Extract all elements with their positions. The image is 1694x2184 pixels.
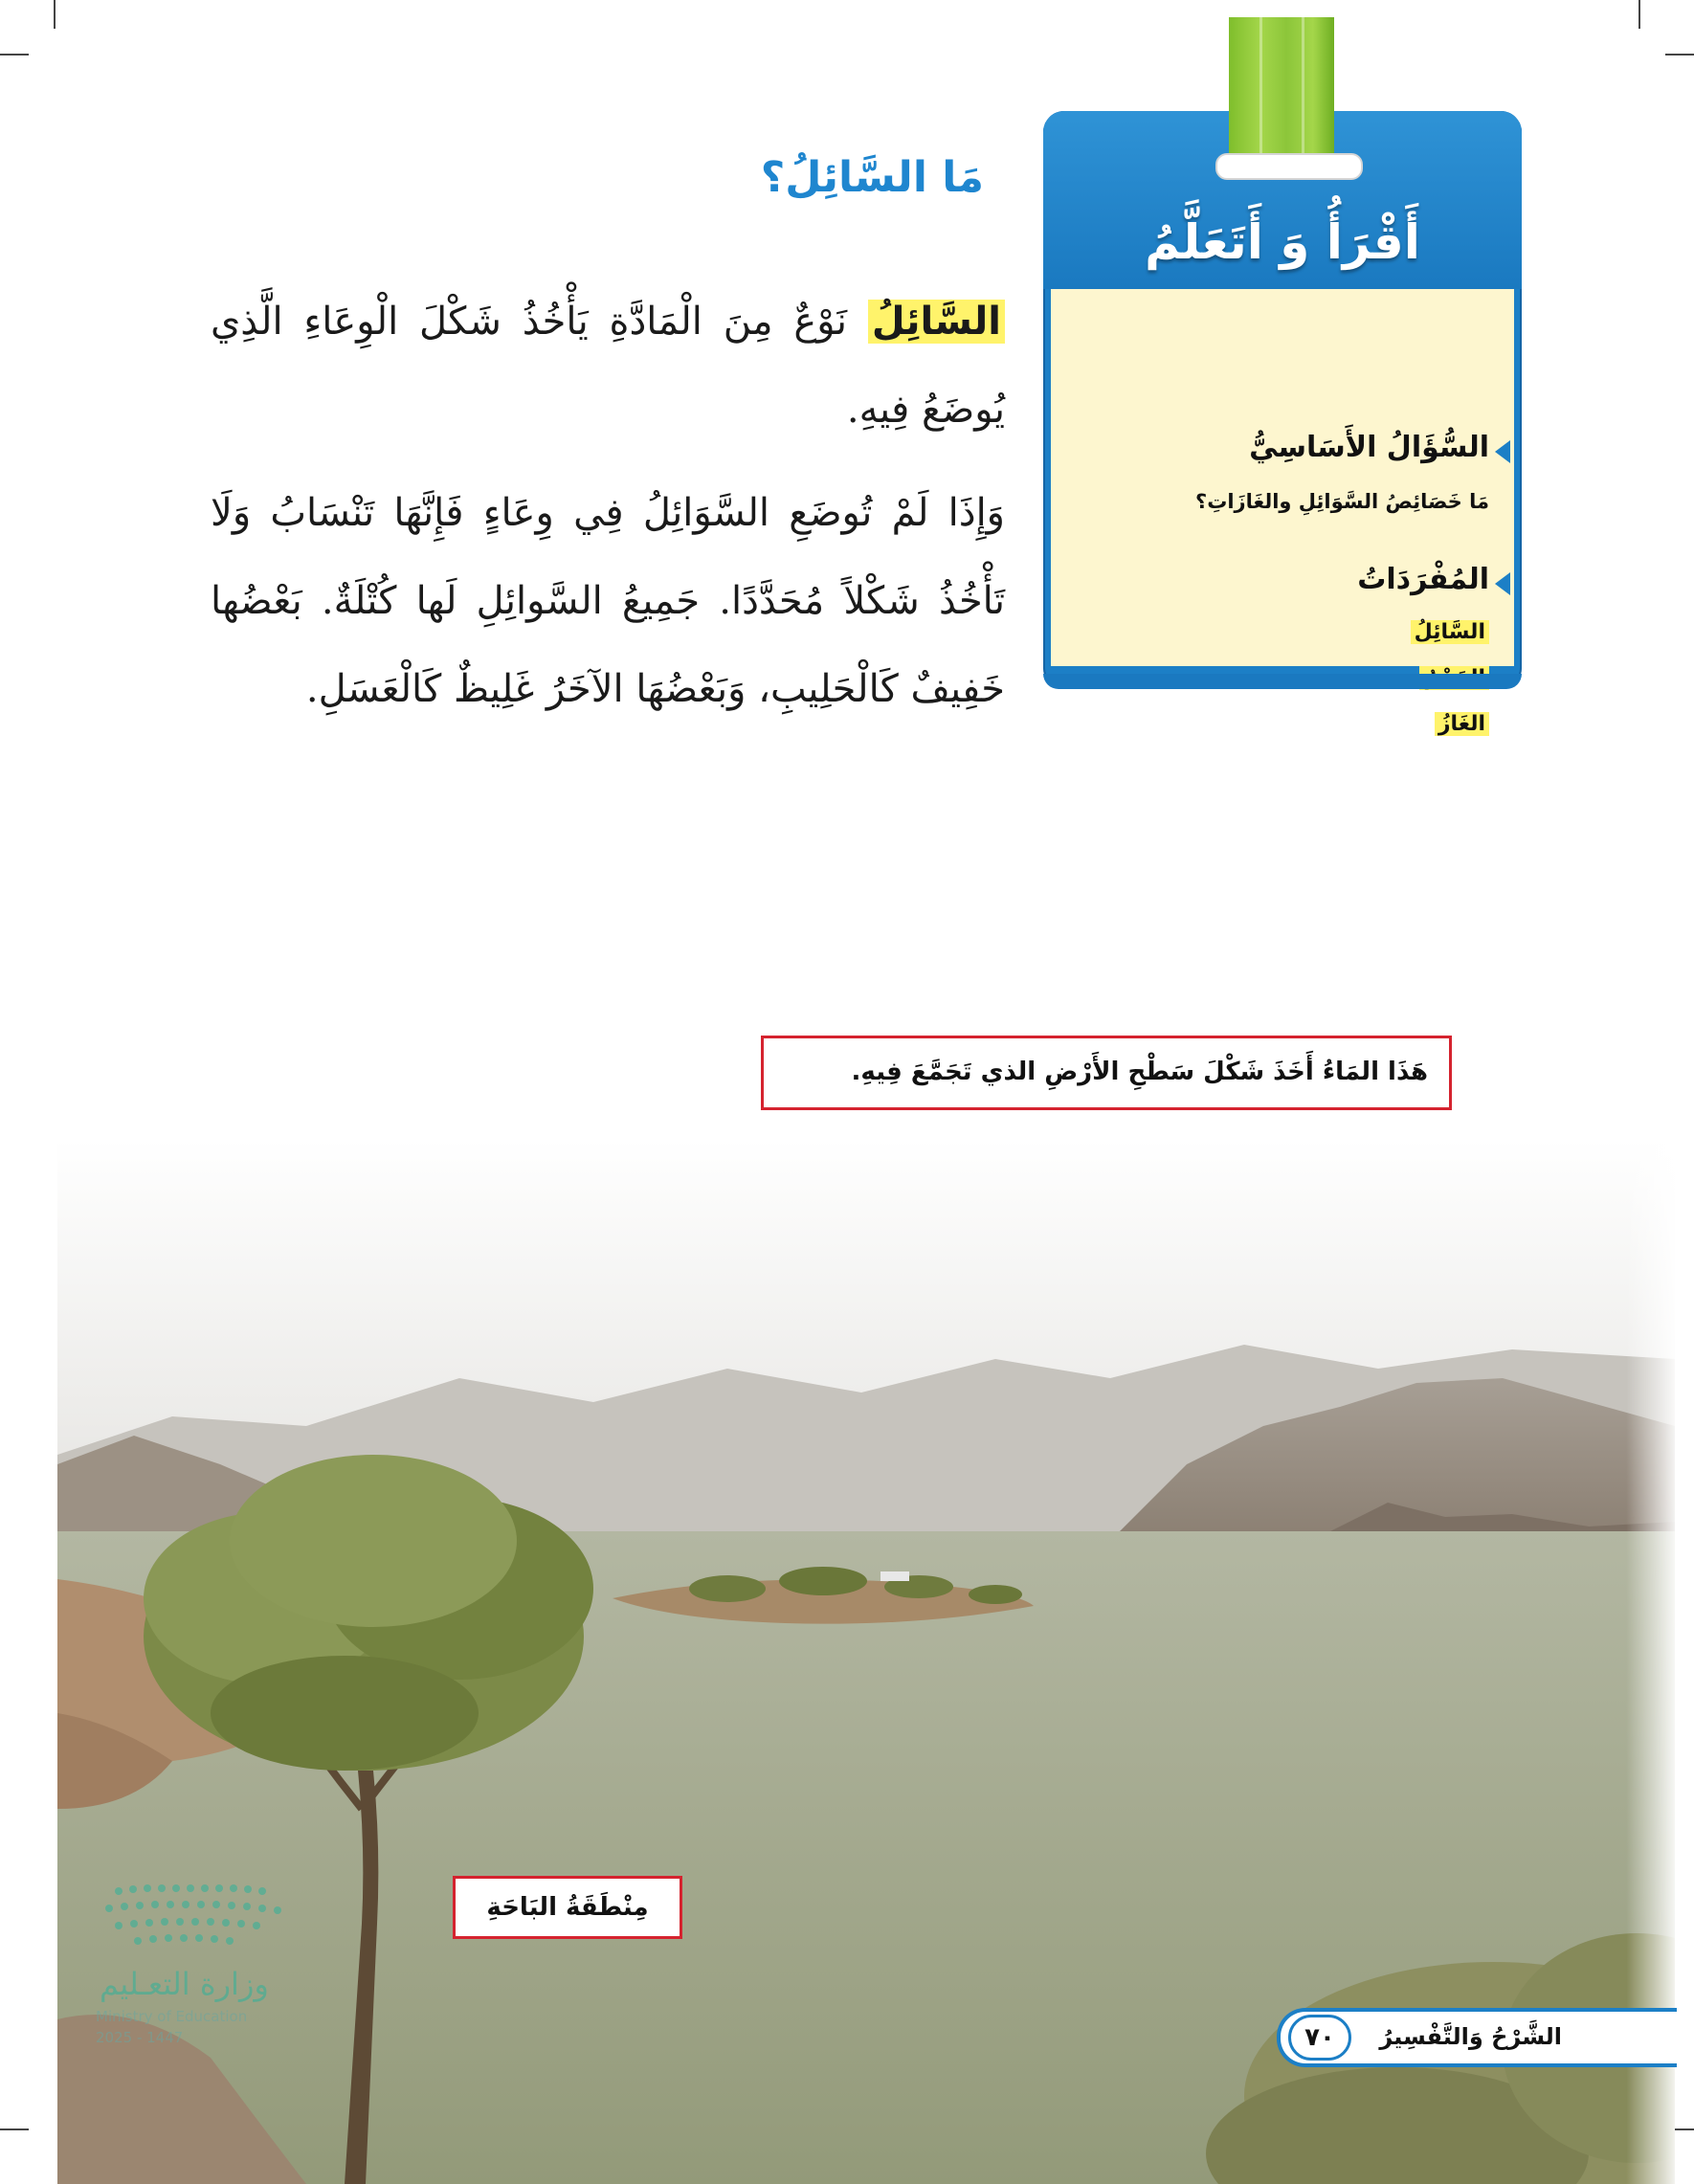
vocabulary-heading-text: المُفْرَدَاتُ	[1357, 563, 1489, 596]
crop-mark	[1638, 0, 1640, 29]
essential-question-heading	[1249, 431, 1489, 464]
watermark-subtext: Ministry of Education	[96, 2008, 248, 2025]
watermark-text: وزارة التعـليم	[100, 1966, 269, 2002]
ministry-watermark	[61, 1872, 310, 2054]
place-label: مِنْطَقَةُ البَاحَةِ	[453, 1876, 682, 1939]
crop-mark	[0, 2128, 29, 2130]
vocabulary-heading	[1357, 563, 1489, 596]
vocabulary-item: الغَازُ	[1435, 712, 1489, 736]
paragraph-properties: وَإِذَا لَمْ تُوضَعِ السَّوَائِلُ فِي وِعَاءٍ فَإِنَّهَا تَنْسَابُ وَلَا تَأْخُذُ شَكْلاً مُحَدَّدًا. جَمِيعُ السَّوائِلِ لَها كُتْلَةٌ. بَعْضُها خَفِيفٌ كَالْحَلِيبِ، وَبَعْضُهَا الآخَرُ غَلِيظٌ كَالْعَسَلِ.	[211, 491, 1005, 711]
footer-label: الشَّرْحُ وَالتَّفْسِيرُ	[1379, 2023, 1562, 2050]
footer-tab	[1277, 2008, 1677, 2067]
highlighted-term: السَّائِلُ	[868, 300, 1005, 344]
triangle-bullet-icon	[1495, 572, 1510, 595]
read-learn-body	[1051, 289, 1514, 736]
paragraph-definition	[211, 278, 1005, 454]
page-number: ٧٠	[1288, 2015, 1351, 2061]
crop-mark	[1665, 54, 1694, 56]
section-heading: مَا السَّائِلُ؟	[760, 153, 984, 202]
crop-mark	[54, 0, 56, 29]
photo-caption: هَذَا المَاءُ أَخَذَ شَكْلَ سَطْحِ الأَرْضِ الذي تَجَمَّعَ فِيهِ.	[761, 1036, 1452, 1110]
read-learn-title: أَقْرَأُ وَ أَتَعَلَّمُ	[1145, 214, 1420, 270]
essential-question-heading-text: السُّؤَالُ الأَسَاسِيُّ	[1249, 431, 1489, 464]
essential-question: مَا خَصَائِصُ السَّوَائِلِ والغَازَاتِ؟	[1195, 490, 1489, 513]
ministry-logo-icon	[61, 1872, 310, 1968]
crop-mark	[0, 54, 29, 56]
watermark-year: 2025 - 1447	[96, 2029, 184, 2046]
read-learn-box	[1043, 111, 1522, 736]
triangle-bullet-icon	[1495, 440, 1510, 463]
vocabulary-item: السَّائِلُ	[1411, 620, 1489, 644]
definition-text: نَوْعٌ مِنَ الْمَادَّةِ يَأْخُذُ شَكْلَ الْوِعَاءِ الَّذِي يُوضَعُ فِيهِ.	[211, 300, 1005, 432]
ribbon-hanger	[1215, 153, 1363, 180]
read-learn-bottom-bar	[1043, 674, 1522, 689]
